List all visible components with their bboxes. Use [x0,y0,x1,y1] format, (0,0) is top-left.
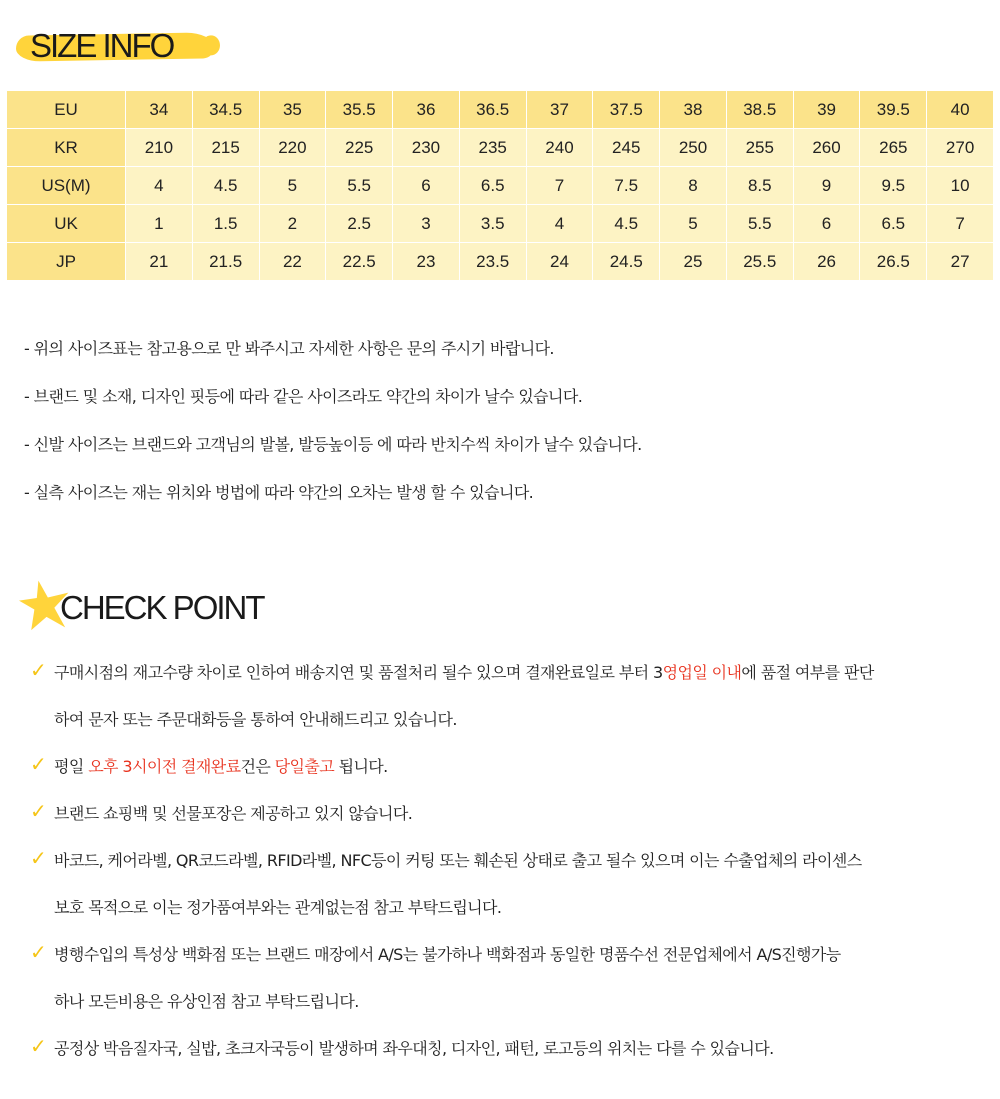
size-cell: 2.5 [326,205,393,243]
size-cell: 4.5 [192,167,259,205]
size-table [7,91,994,281]
size-notes [24,336,642,528]
size-cell: 245 [593,129,660,167]
size-cell: 39.5 [860,91,927,129]
check-line: 바코드, 케어라벨, QR코드라벨, RFID라벨, NFC등이 커팅 또는 훼손된 상태로 출고 될수 있으며 이는 수출업체의 라이센스 [54,851,862,870]
check-mark-icon: ✓ [30,658,47,682]
size-cell: 22 [259,243,326,281]
note-item: - 신발 사이즈는 브랜드와 고객님의 발볼, 발등높이등 에 따라 반치수씩 차이가 날수 있습니다. [24,435,642,454]
size-cell: 4 [126,167,193,205]
size-cell: 265 [860,129,927,167]
size-cell: 25 [660,243,727,281]
size-cell: 39 [793,91,860,129]
size-cell: 21 [126,243,193,281]
size-cell: 5.5 [726,205,793,243]
size-cell: 235 [459,129,526,167]
size-cell: 240 [526,129,593,167]
check-line: 구매시점의 재고수량 차이로 인하여 배송지연 및 품절처리 될수 있으며 결재완료일로 부터 3영업일 이내에 품절 여부를 판단 [54,663,874,682]
check-item [30,942,992,1036]
size-cell: 24 [526,243,593,281]
size-cell: 25.5 [726,243,793,281]
size-cell: 260 [793,129,860,167]
check-line: 공정상 박음질자국, 실밥, 초크자국등이 발생하며 좌우대칭, 디자인, 패턴, 로고등의 위치는 다를 수 있습니다. [54,1039,774,1058]
check-item [30,754,992,801]
check-line: 브랜드 쇼핑백 및 선물포장은 제공하고 있지 않습니다. [54,804,413,823]
note-item: - 실측 사이즈는 재는 위치와 벙법에 따라 약간의 오차는 발생 할 수 있습니다. [24,483,534,502]
size-cell: 210 [126,129,193,167]
highlight-text: 당일출고 [274,757,335,776]
row-header: JP [7,243,126,281]
size-row-usm [7,167,994,205]
size-cell: 38.5 [726,91,793,129]
note-item: - 브랜드 및 소재, 디자인 핏등에 따라 같은 사이즈라도 약간의 차이가 날수 있습니다. [24,387,583,406]
row-header: UK [7,205,126,243]
size-cell: 4 [526,205,593,243]
size-cell: 36 [393,91,460,129]
size-cell: 7 [526,167,593,205]
check-line: 하여 문자 또는 주문대화등을 통하여 안내해드리고 있습니다. [54,710,457,729]
check-mark-icon: ✓ [30,1034,47,1058]
check-item [30,660,992,754]
note-item: - 위의 사이즈표는 참고용으로 만 봐주시고 자세한 사항은 문의 주시기 바랍니다. [24,339,554,358]
size-cell: 7.5 [593,167,660,205]
size-cell: 6.5 [860,205,927,243]
size-cell: 5 [660,205,727,243]
row-header: US(M) [7,167,126,205]
size-info-title: SIZE INFO [30,27,174,64]
size-cell: 220 [259,129,326,167]
highlight-text: 영업일 이내 [662,663,742,682]
size-cell: 4.5 [593,205,660,243]
size-cell: 2 [259,205,326,243]
size-cell: 255 [726,129,793,167]
size-row-uk [7,205,994,243]
check-item [30,801,992,848]
size-cell: 34.5 [192,91,259,129]
size-cell: 38 [660,91,727,129]
size-cell: 270 [927,129,994,167]
check-mark-icon: ✓ [30,752,47,776]
size-cell: 7 [927,205,994,243]
check-mark-icon: ✓ [30,799,47,823]
row-header: EU [7,91,126,129]
size-row-kr [7,129,994,167]
size-cell: 8.5 [726,167,793,205]
size-cell: 34 [126,91,193,129]
check-line: 평일 오후 3시이전 결재완료건은 당일출고 됩니다. [54,757,388,776]
check-mark-icon: ✓ [30,846,47,870]
check-line: 하나 모든비용은 유상인점 참고 부탁드립니다. [54,992,359,1011]
row-header: KR [7,129,126,167]
check-mark-icon: ✓ [30,940,47,964]
size-cell: 24.5 [593,243,660,281]
size-cell: 230 [393,129,460,167]
size-cell: 21.5 [192,243,259,281]
check-line: 병행수입의 특성상 백화점 또는 브랜드 매장에서 A/S는 불가하나 백화점과 동일한 명품수선 전문업체에서 A/S진행가능 [54,945,841,964]
size-cell: 26.5 [860,243,927,281]
size-cell: 40 [927,91,994,129]
check-list [30,660,992,1083]
size-cell: 37 [526,91,593,129]
size-cell: 10 [927,167,994,205]
size-cell: 23.5 [459,243,526,281]
size-cell: 250 [660,129,727,167]
size-cell: 35 [259,91,326,129]
check-item [30,848,992,942]
size-cell: 6 [793,205,860,243]
size-cell: 3.5 [459,205,526,243]
size-cell: 35.5 [326,91,393,129]
size-cell: 27 [927,243,994,281]
size-cell: 1 [126,205,193,243]
size-row-jp [7,243,994,281]
size-cell: 5.5 [326,167,393,205]
size-cell: 36.5 [459,91,526,129]
highlight-text: 오후 3시이전 결재완료 [88,757,241,776]
size-cell: 5 [259,167,326,205]
size-cell: 37.5 [593,91,660,129]
check-line: 보호 목적으로 이는 정가품여부와는 관계없는점 참고 부탁드립니다. [54,898,502,917]
check-point-title: CHECK POINT [60,589,264,626]
size-cell: 6 [393,167,460,205]
size-row-eu [7,91,994,129]
size-cell: 215 [192,129,259,167]
size-cell: 9 [793,167,860,205]
size-cell: 9.5 [860,167,927,205]
check-item [30,1036,992,1083]
size-cell: 8 [660,167,727,205]
size-cell: 6.5 [459,167,526,205]
size-cell: 26 [793,243,860,281]
size-cell: 1.5 [192,205,259,243]
size-cell: 23 [393,243,460,281]
size-cell: 22.5 [326,243,393,281]
size-cell: 3 [393,205,460,243]
size-cell: 225 [326,129,393,167]
